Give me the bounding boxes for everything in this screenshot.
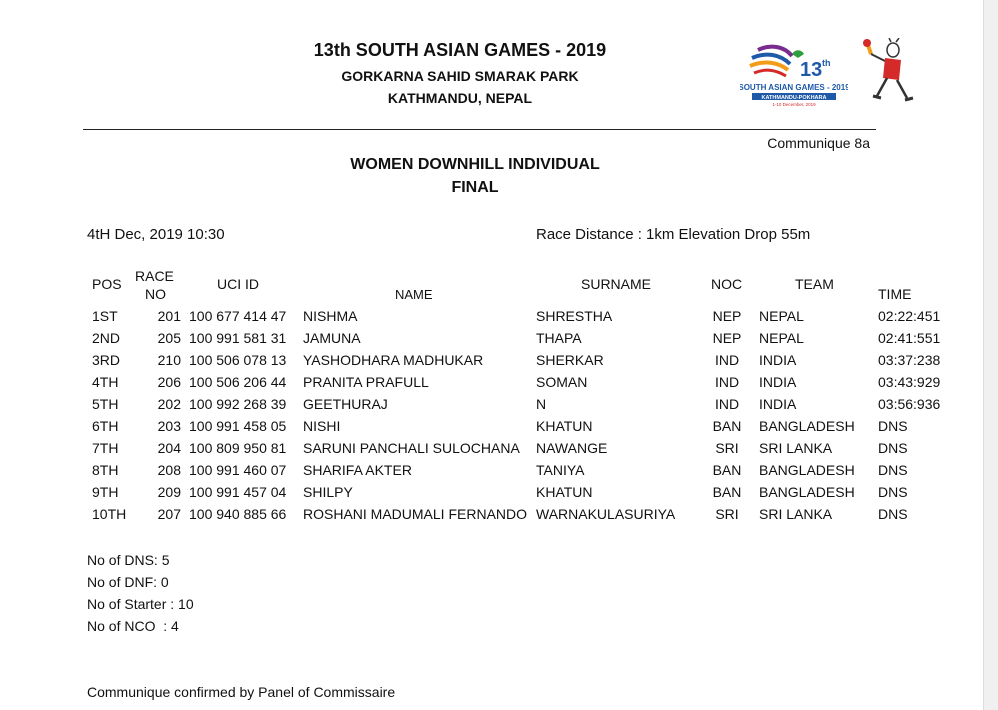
logo-graphic: [740, 40, 848, 108]
cell-team: BANGLADESH: [759, 484, 855, 500]
logo-suffix: th: [822, 58, 831, 68]
cell-team: NEPAL: [759, 330, 804, 346]
cell-pos: 3RD: [92, 352, 121, 368]
logo-bird-head: [792, 50, 804, 58]
cell-time: 03:43:929: [878, 374, 941, 390]
cell-pos: 10TH: [92, 506, 127, 522]
cell-surname: N: [536, 396, 547, 412]
south-asian-games-logo-icon: [740, 40, 848, 108]
cell-race-no: 208: [157, 462, 181, 478]
col-team-header: TEAM: [795, 276, 834, 292]
mascot-graphic: [855, 38, 915, 104]
cell-pos: 9TH: [92, 484, 119, 500]
cell-team: SRI LANKA: [759, 440, 833, 456]
cell-surname: NAWANGE: [536, 440, 608, 456]
cell-noc: BAN: [712, 462, 742, 478]
cell-race-no: 207: [157, 506, 181, 522]
cell-race-no: 201: [157, 308, 181, 324]
cell-noc: NEP: [712, 330, 742, 346]
cell-pos: 2ND: [92, 330, 121, 346]
col-noc-header: NOC: [711, 276, 743, 292]
cell-uci-id: 100 991 458 05: [189, 418, 287, 434]
logo-games-name: SOUTH ASIAN GAMES - 2019: [740, 83, 848, 92]
cell-race-no: 205: [157, 330, 181, 346]
cell-race-no: 204: [157, 440, 181, 456]
cell-name: GEETHURAJ: [303, 396, 388, 412]
mascot-body: [883, 58, 901, 80]
cell-noc: BAN: [712, 484, 742, 500]
cell-noc: IND: [714, 396, 740, 412]
cell-team: NEPAL: [759, 308, 804, 324]
cell-race-no: 210: [157, 352, 181, 368]
cell-uci-id: 100 991 581 31: [189, 330, 287, 346]
cell-noc: IND: [714, 374, 740, 390]
cell-uci-id: 100 809 950 81: [189, 440, 287, 456]
cell-noc: SRI: [715, 440, 739, 456]
cell-noc: IND: [714, 352, 740, 368]
cell-time: DNS: [878, 418, 908, 434]
logo-swoosh-red: [754, 70, 786, 76]
event-title: WOMEN DOWNHILL INDIVIDUAL: [350, 156, 600, 173]
mascot-head: [887, 43, 899, 57]
cell-noc: NEP: [712, 308, 742, 324]
cell-uci-id: 100 677 414 47: [189, 308, 287, 324]
stat-dns: No of DNS: 5: [87, 552, 170, 568]
cell-name: ROSHANI MADUMALI FERNANDO: [303, 506, 528, 522]
cell-team: SRI LANKA: [759, 506, 833, 522]
col-race-no-header-line2: NO: [145, 286, 166, 302]
mascot-icon: [855, 38, 915, 104]
cell-uci-id: 100 506 206 44: [189, 374, 287, 390]
communique-number: Communique 8a: [767, 135, 870, 151]
cell-pos: 5TH: [92, 396, 119, 412]
cell-team: INDIA: [759, 352, 797, 368]
cell-pos: 8TH: [92, 462, 119, 478]
cell-surname: SOMAN: [536, 374, 588, 390]
cell-name: PRANITA PRAFULL: [303, 374, 429, 390]
col-name-header: NAME: [395, 287, 433, 302]
col-race-no-header-line1: RACE: [135, 268, 174, 284]
cell-team: INDIA: [759, 396, 797, 412]
mascot-arm: [871, 54, 887, 62]
cell-time: 02:22:451: [878, 308, 941, 324]
cell-pos: 6TH: [92, 418, 119, 434]
venue-name: GORKARNA SAHID SMARAK PARK: [341, 68, 579, 84]
cell-surname: THAPA: [536, 330, 582, 346]
cell-name: SHILPY: [303, 484, 353, 500]
mascot-horns: [889, 38, 899, 42]
mascot-legs: [877, 78, 907, 98]
cell-time: DNS: [878, 484, 908, 500]
cell-team: BANGLADESH: [759, 418, 855, 434]
stat-starters: No of Starter : 10: [87, 596, 194, 612]
cell-surname: WARNAKULASURIYA: [536, 506, 676, 522]
stat-nco: No of NCO : 4: [87, 618, 179, 634]
cell-time: 02:41:551: [878, 330, 941, 346]
logo-cities: KATHMANDU-POKHARA: [761, 95, 827, 101]
cell-name: SHARIFA AKTER: [303, 462, 412, 478]
cell-surname: TANIYA: [536, 462, 585, 478]
cell-uci-id: 100 991 460 07: [189, 462, 287, 478]
cell-race-no: 206: [157, 374, 181, 390]
cell-race-no: 202: [157, 396, 181, 412]
cell-surname: SHERKAR: [536, 352, 604, 368]
games-title: 13th SOUTH ASIAN GAMES - 2019: [313, 40, 607, 60]
col-pos-header: POS: [92, 276, 122, 292]
cell-noc: BAN: [712, 418, 742, 434]
logo-number: 13: [800, 59, 823, 81]
cell-uci-id: 100 940 885 66: [189, 506, 287, 522]
cell-uci-id: 100 991 457 04: [189, 484, 287, 500]
col-uci-id-header: UCI ID: [217, 276, 259, 292]
cell-time: 03:37:238: [878, 352, 941, 368]
cell-time: DNS: [878, 440, 908, 456]
race-distance: Race Distance : 1km Elevation Drop 55m: [536, 226, 811, 243]
cell-pos: 4TH: [92, 374, 119, 390]
cell-time: 03:56:936: [878, 396, 941, 412]
event-phase: FINAL: [451, 179, 499, 196]
cell-name: NISHI: [303, 418, 341, 434]
cell-uci-id: 100 506 078 13: [189, 352, 287, 368]
cell-team: INDIA: [759, 374, 797, 390]
race-datetime: 4tH Dec, 2019 10:30: [87, 226, 225, 243]
cell-race-no: 209: [157, 484, 181, 500]
mascot-flame: [863, 39, 871, 47]
cell-name: SARUNI PANCHALI SULOCHANA: [303, 440, 520, 456]
stat-dnf: No of DNF: 0: [87, 574, 169, 590]
cell-name: JAMUNA: [303, 330, 361, 346]
cell-name: NISHMA: [303, 308, 358, 324]
cell-uci-id: 100 992 268 39: [189, 396, 287, 412]
cell-surname: KHATUN: [536, 484, 593, 500]
col-time-header: TIME: [878, 286, 912, 302]
cell-pos: 1ST: [92, 308, 118, 324]
cell-noc: SRI: [715, 506, 739, 522]
cell-time: DNS: [878, 462, 908, 478]
cell-time: DNS: [878, 506, 908, 522]
logo-dates: 1-10 December, 2019: [772, 102, 816, 107]
confirmation-note: Communique confirmed by Panel of Commissaire: [87, 684, 396, 700]
venue-city: KATHMANDU, NEPAL: [387, 90, 533, 106]
header-divider: [83, 129, 876, 130]
cell-team: BANGLADESH: [759, 462, 855, 478]
cell-name: YASHODHARA MADHUKAR: [303, 352, 484, 368]
col-surname-header: SURNAME: [581, 276, 652, 292]
cell-surname: SHRESTHA: [536, 308, 613, 324]
cell-pos: 7TH: [92, 440, 119, 456]
cell-race-no: 203: [157, 418, 181, 434]
cell-surname: KHATUN: [536, 418, 593, 434]
